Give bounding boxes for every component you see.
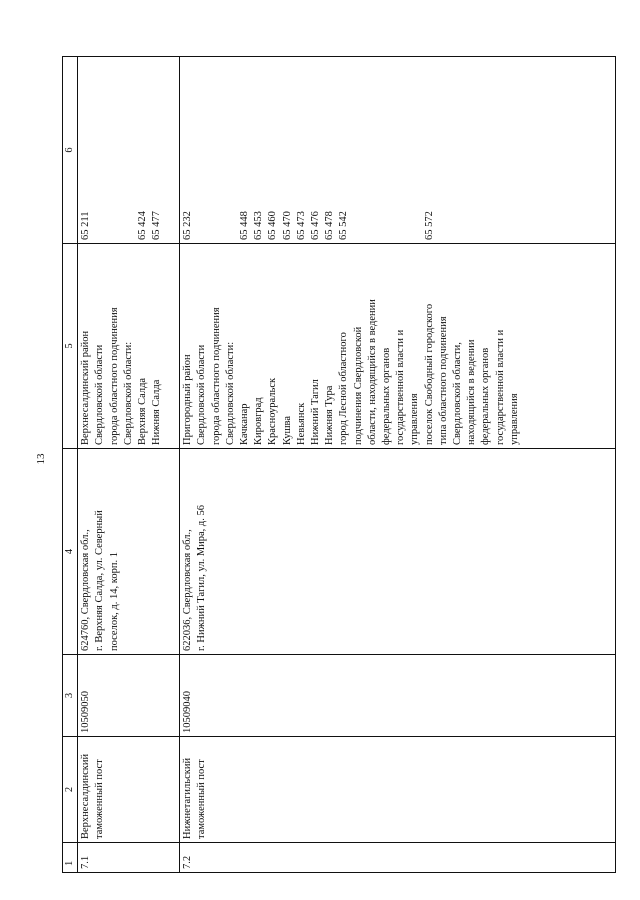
territory-item: Нижний Тагил bbox=[310, 379, 322, 445]
row-number: 7.2 bbox=[180, 843, 616, 873]
territory-item: федеральных органов bbox=[480, 347, 492, 445]
territory-item: управления bbox=[508, 393, 520, 445]
oktmo-code bbox=[479, 60, 493, 240]
oktmo-code bbox=[210, 60, 224, 240]
post-code: 10509050 bbox=[78, 655, 180, 737]
territory-item: находящийся в ведении bbox=[466, 339, 478, 445]
oktmo-code: 65 470 bbox=[281, 211, 293, 240]
oktmo-code: 65 211 bbox=[80, 211, 92, 240]
territory-item: города областного подчинения bbox=[108, 307, 120, 445]
territory-item: Невьянск bbox=[295, 402, 307, 445]
post-name bbox=[78, 737, 180, 843]
oktmo-code bbox=[93, 60, 107, 240]
address-line: 622036, Свердловская обл., bbox=[182, 529, 194, 651]
oktmo-codes bbox=[180, 57, 616, 244]
oktmo-code bbox=[508, 60, 522, 240]
header-col-5: 5 bbox=[63, 244, 78, 449]
oktmo-code bbox=[394, 60, 408, 240]
oktmo-code: 65 448 bbox=[239, 211, 251, 240]
territory-item: управления bbox=[409, 393, 421, 445]
territory-list bbox=[180, 244, 616, 449]
oktmo-code: 65 473 bbox=[295, 211, 307, 240]
header-col-1: 1 bbox=[63, 843, 78, 873]
territory-item: Кушва bbox=[281, 415, 293, 445]
oktmo-code bbox=[108, 60, 122, 240]
territory-item: Свердловской области bbox=[94, 344, 106, 445]
address-line: поселок, д. 14, корп. 1 bbox=[108, 552, 120, 651]
territory-item: Пригородный район bbox=[182, 354, 194, 445]
territory-list bbox=[78, 244, 180, 449]
territory-item: Верхняя Салда bbox=[137, 377, 149, 445]
territory-item: поселок Свободный городского bbox=[423, 303, 435, 445]
oktmo-code: 65 460 bbox=[267, 211, 279, 240]
rotated-table-wrapper bbox=[62, 57, 616, 873]
territory-item: типа областного подчинения bbox=[437, 316, 449, 445]
territory-item: подчинения Свердловской bbox=[352, 326, 364, 445]
table-row bbox=[180, 57, 616, 873]
oktmo-code bbox=[465, 60, 479, 240]
table-row bbox=[78, 57, 180, 873]
oktmo-code bbox=[380, 60, 394, 240]
oktmo-code bbox=[122, 60, 136, 240]
territory-item: государственной власти и bbox=[395, 329, 407, 445]
header-row bbox=[63, 57, 78, 873]
oktmo-code bbox=[437, 60, 451, 240]
territory-item: Свердловской области: bbox=[224, 341, 236, 445]
oktmo-code: 65 477 bbox=[151, 211, 163, 240]
oktmo-code: 65 476 bbox=[310, 211, 322, 240]
territory-item: город Лесной областного bbox=[338, 332, 350, 445]
oktmo-code bbox=[408, 60, 422, 240]
territory-item: области, находящийся в ведении bbox=[366, 299, 378, 445]
post-name-line: Нижнетагильский bbox=[182, 757, 194, 839]
row-number: 7.1 bbox=[78, 843, 180, 873]
address-line: 624760, Свердловская обл., bbox=[80, 529, 92, 651]
post-name-line: таможенный пост bbox=[196, 759, 208, 839]
territory-item: федеральных органов bbox=[381, 347, 393, 445]
territory-item: Кировград bbox=[253, 397, 265, 445]
oktmo-code: 65 542 bbox=[338, 211, 350, 240]
header-col-3: 3 bbox=[63, 655, 78, 737]
header-col-6: 6 bbox=[63, 57, 78, 244]
oktmo-code bbox=[366, 60, 380, 240]
oktmo-code: 65 424 bbox=[137, 211, 149, 240]
territory-item: города областного подчинения bbox=[210, 307, 222, 445]
oktmo-code: 65 478 bbox=[324, 211, 336, 240]
oktmo-code bbox=[352, 60, 366, 240]
territory-item: Нижняя Тура bbox=[324, 385, 336, 445]
oktmo-code bbox=[195, 60, 209, 240]
oktmo-code: 65 232 bbox=[182, 211, 194, 240]
address-line: г. Нижний Тагил, ул. Мира, д. 56 bbox=[196, 504, 208, 651]
post-address bbox=[78, 449, 180, 655]
oktmo-code bbox=[224, 60, 238, 240]
oktmo-codes bbox=[78, 57, 180, 244]
post-name-line: таможенный пост bbox=[94, 759, 106, 839]
territory-item: Нижняя Салда bbox=[151, 379, 163, 445]
page-number: 13 bbox=[35, 453, 47, 465]
header-col-2: 2 bbox=[63, 737, 78, 843]
post-code: 10509040 bbox=[180, 655, 616, 737]
territory-item: Свердловской области bbox=[196, 344, 208, 445]
territory-item: Верхнесалдинский район bbox=[80, 330, 92, 445]
header-col-4: 4 bbox=[63, 449, 78, 655]
post-name bbox=[180, 737, 616, 843]
territory-item: государственной власти и bbox=[494, 329, 506, 445]
territory-item: Красноуральск bbox=[267, 377, 279, 445]
address-line: г. Верхняя Салда, ул. Северный bbox=[94, 510, 106, 651]
customs-posts-table bbox=[62, 56, 616, 873]
oktmo-code: 65 572 bbox=[423, 211, 435, 240]
post-name-line: Верхнесалдинский bbox=[80, 753, 92, 839]
post-address bbox=[180, 449, 616, 655]
territory-item: Свердловской области, bbox=[452, 342, 464, 445]
territory-item: Качканар bbox=[239, 403, 251, 445]
oktmo-code bbox=[494, 60, 508, 240]
oktmo-code: 65 453 bbox=[253, 211, 265, 240]
oktmo-code bbox=[451, 60, 465, 240]
territory-item: Свердловской области: bbox=[122, 341, 134, 445]
